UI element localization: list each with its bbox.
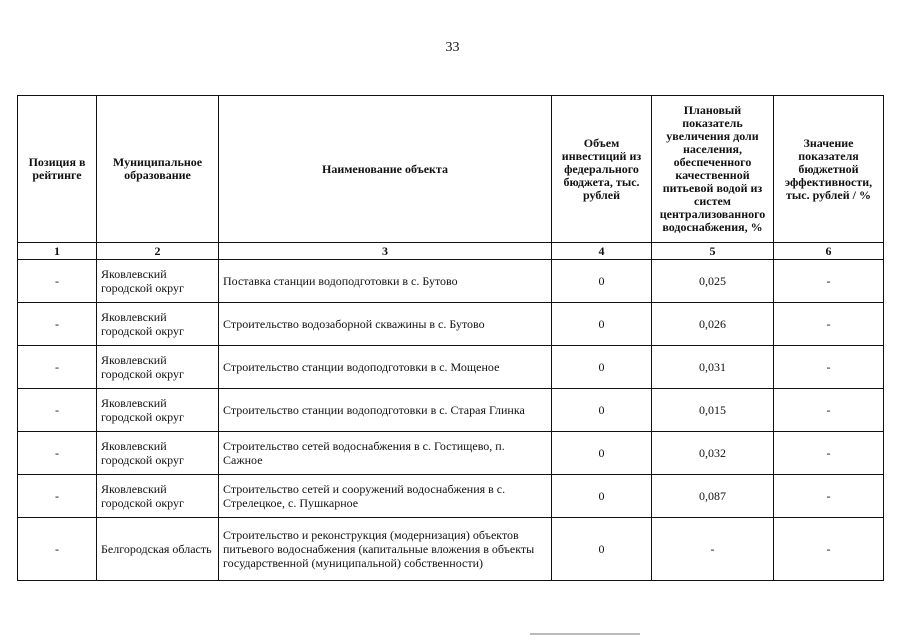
table-row xyxy=(18,518,884,581)
efficiency-cell: - xyxy=(774,432,884,475)
table-row xyxy=(18,389,884,432)
investment-cell: 0 xyxy=(552,260,652,303)
column-number-row xyxy=(18,243,884,260)
efficiency-cell: - xyxy=(774,303,884,346)
column-number: 6 xyxy=(774,243,884,260)
position-cell: - xyxy=(18,260,97,303)
share-cell: 0,087 xyxy=(652,475,774,518)
table-row xyxy=(18,260,884,303)
object-cell: Поставка станции водоподготовки в с. Бутово xyxy=(219,260,552,303)
investment-cell: 0 xyxy=(552,475,652,518)
position-cell: - xyxy=(18,518,97,581)
efficiency-cell: - xyxy=(774,260,884,303)
municipality-cell: Белгородская область xyxy=(97,518,219,581)
object-cell: Строительство сетей и сооружений водоснабжения в с. Стрелецкое, с. Пушкарное xyxy=(219,475,552,518)
share-cell: - xyxy=(652,518,774,581)
object-cell: Строительство водозаборной скважины в с. Бутово xyxy=(219,303,552,346)
header-municipality: Муниципальное образование xyxy=(97,96,219,243)
header-investment: Объем инвестиций из федерального бюджета, тыс. рублей xyxy=(552,96,652,243)
investment-cell: 0 xyxy=(552,432,652,475)
efficiency-cell: - xyxy=(774,389,884,432)
scan-artifact-line xyxy=(530,633,640,635)
position-cell: - xyxy=(18,303,97,346)
position-cell: - xyxy=(18,432,97,475)
header-efficiency: Значение показателя бюджетной эффективности, тыс. рублей / % xyxy=(774,96,884,243)
investment-cell: 0 xyxy=(552,303,652,346)
share-cell: 0,026 xyxy=(652,303,774,346)
position-cell: - xyxy=(18,475,97,518)
efficiency-cell: - xyxy=(774,518,884,581)
header-share: Плановый показатель увеличения доли населения, обеспеченного качественной питьевой водой из систем централизованного водоснабжения, % xyxy=(652,96,774,243)
header-position: Позиция в рейтинге xyxy=(18,96,97,243)
table-row xyxy=(18,303,884,346)
municipality-cell: Яковлевский городской округ xyxy=(97,389,219,432)
municipality-cell: Яковлевский городской округ xyxy=(97,475,219,518)
municipality-cell: Яковлевский городской округ xyxy=(97,260,219,303)
object-cell: Строительство сетей водоснабжения в с. Гостищево, п. Сажное xyxy=(219,432,552,475)
page-number: 33 xyxy=(445,40,460,55)
table-row xyxy=(18,475,884,518)
efficiency-cell: - xyxy=(774,475,884,518)
efficiency-cell: - xyxy=(774,346,884,389)
rating-table xyxy=(17,95,884,581)
column-number: 2 xyxy=(97,243,219,260)
object-cell: Строительство станции водоподготовки в с. Мощеное xyxy=(219,346,552,389)
share-cell: 0,031 xyxy=(652,346,774,389)
investment-cell: 0 xyxy=(552,346,652,389)
table-row xyxy=(18,346,884,389)
header-object: Наименование объекта xyxy=(219,96,552,243)
column-number: 4 xyxy=(552,243,652,260)
position-cell: - xyxy=(18,389,97,432)
position-cell: - xyxy=(18,346,97,389)
municipality-cell: Яковлевский городской округ xyxy=(97,432,219,475)
municipality-cell: Яковлевский городской округ xyxy=(97,303,219,346)
column-number: 5 xyxy=(652,243,774,260)
share-cell: 0,025 xyxy=(652,260,774,303)
table-row xyxy=(18,432,884,475)
column-number: 1 xyxy=(18,243,97,260)
investment-cell: 0 xyxy=(552,389,652,432)
column-number: 3 xyxy=(219,243,552,260)
header-row xyxy=(18,96,884,243)
municipality-cell: Яковлевский городской округ xyxy=(97,346,219,389)
investment-cell: 0 xyxy=(552,518,652,581)
share-cell: 0,015 xyxy=(652,389,774,432)
object-cell: Строительство и реконструкция (модернизация) объектов питьевого водоснабжения (капитальные вложения в объекты государственной (муниципальной) собственности) xyxy=(219,518,552,581)
share-cell: 0,032 xyxy=(652,432,774,475)
object-cell: Строительство станции водоподготовки в с. Старая Глинка xyxy=(219,389,552,432)
